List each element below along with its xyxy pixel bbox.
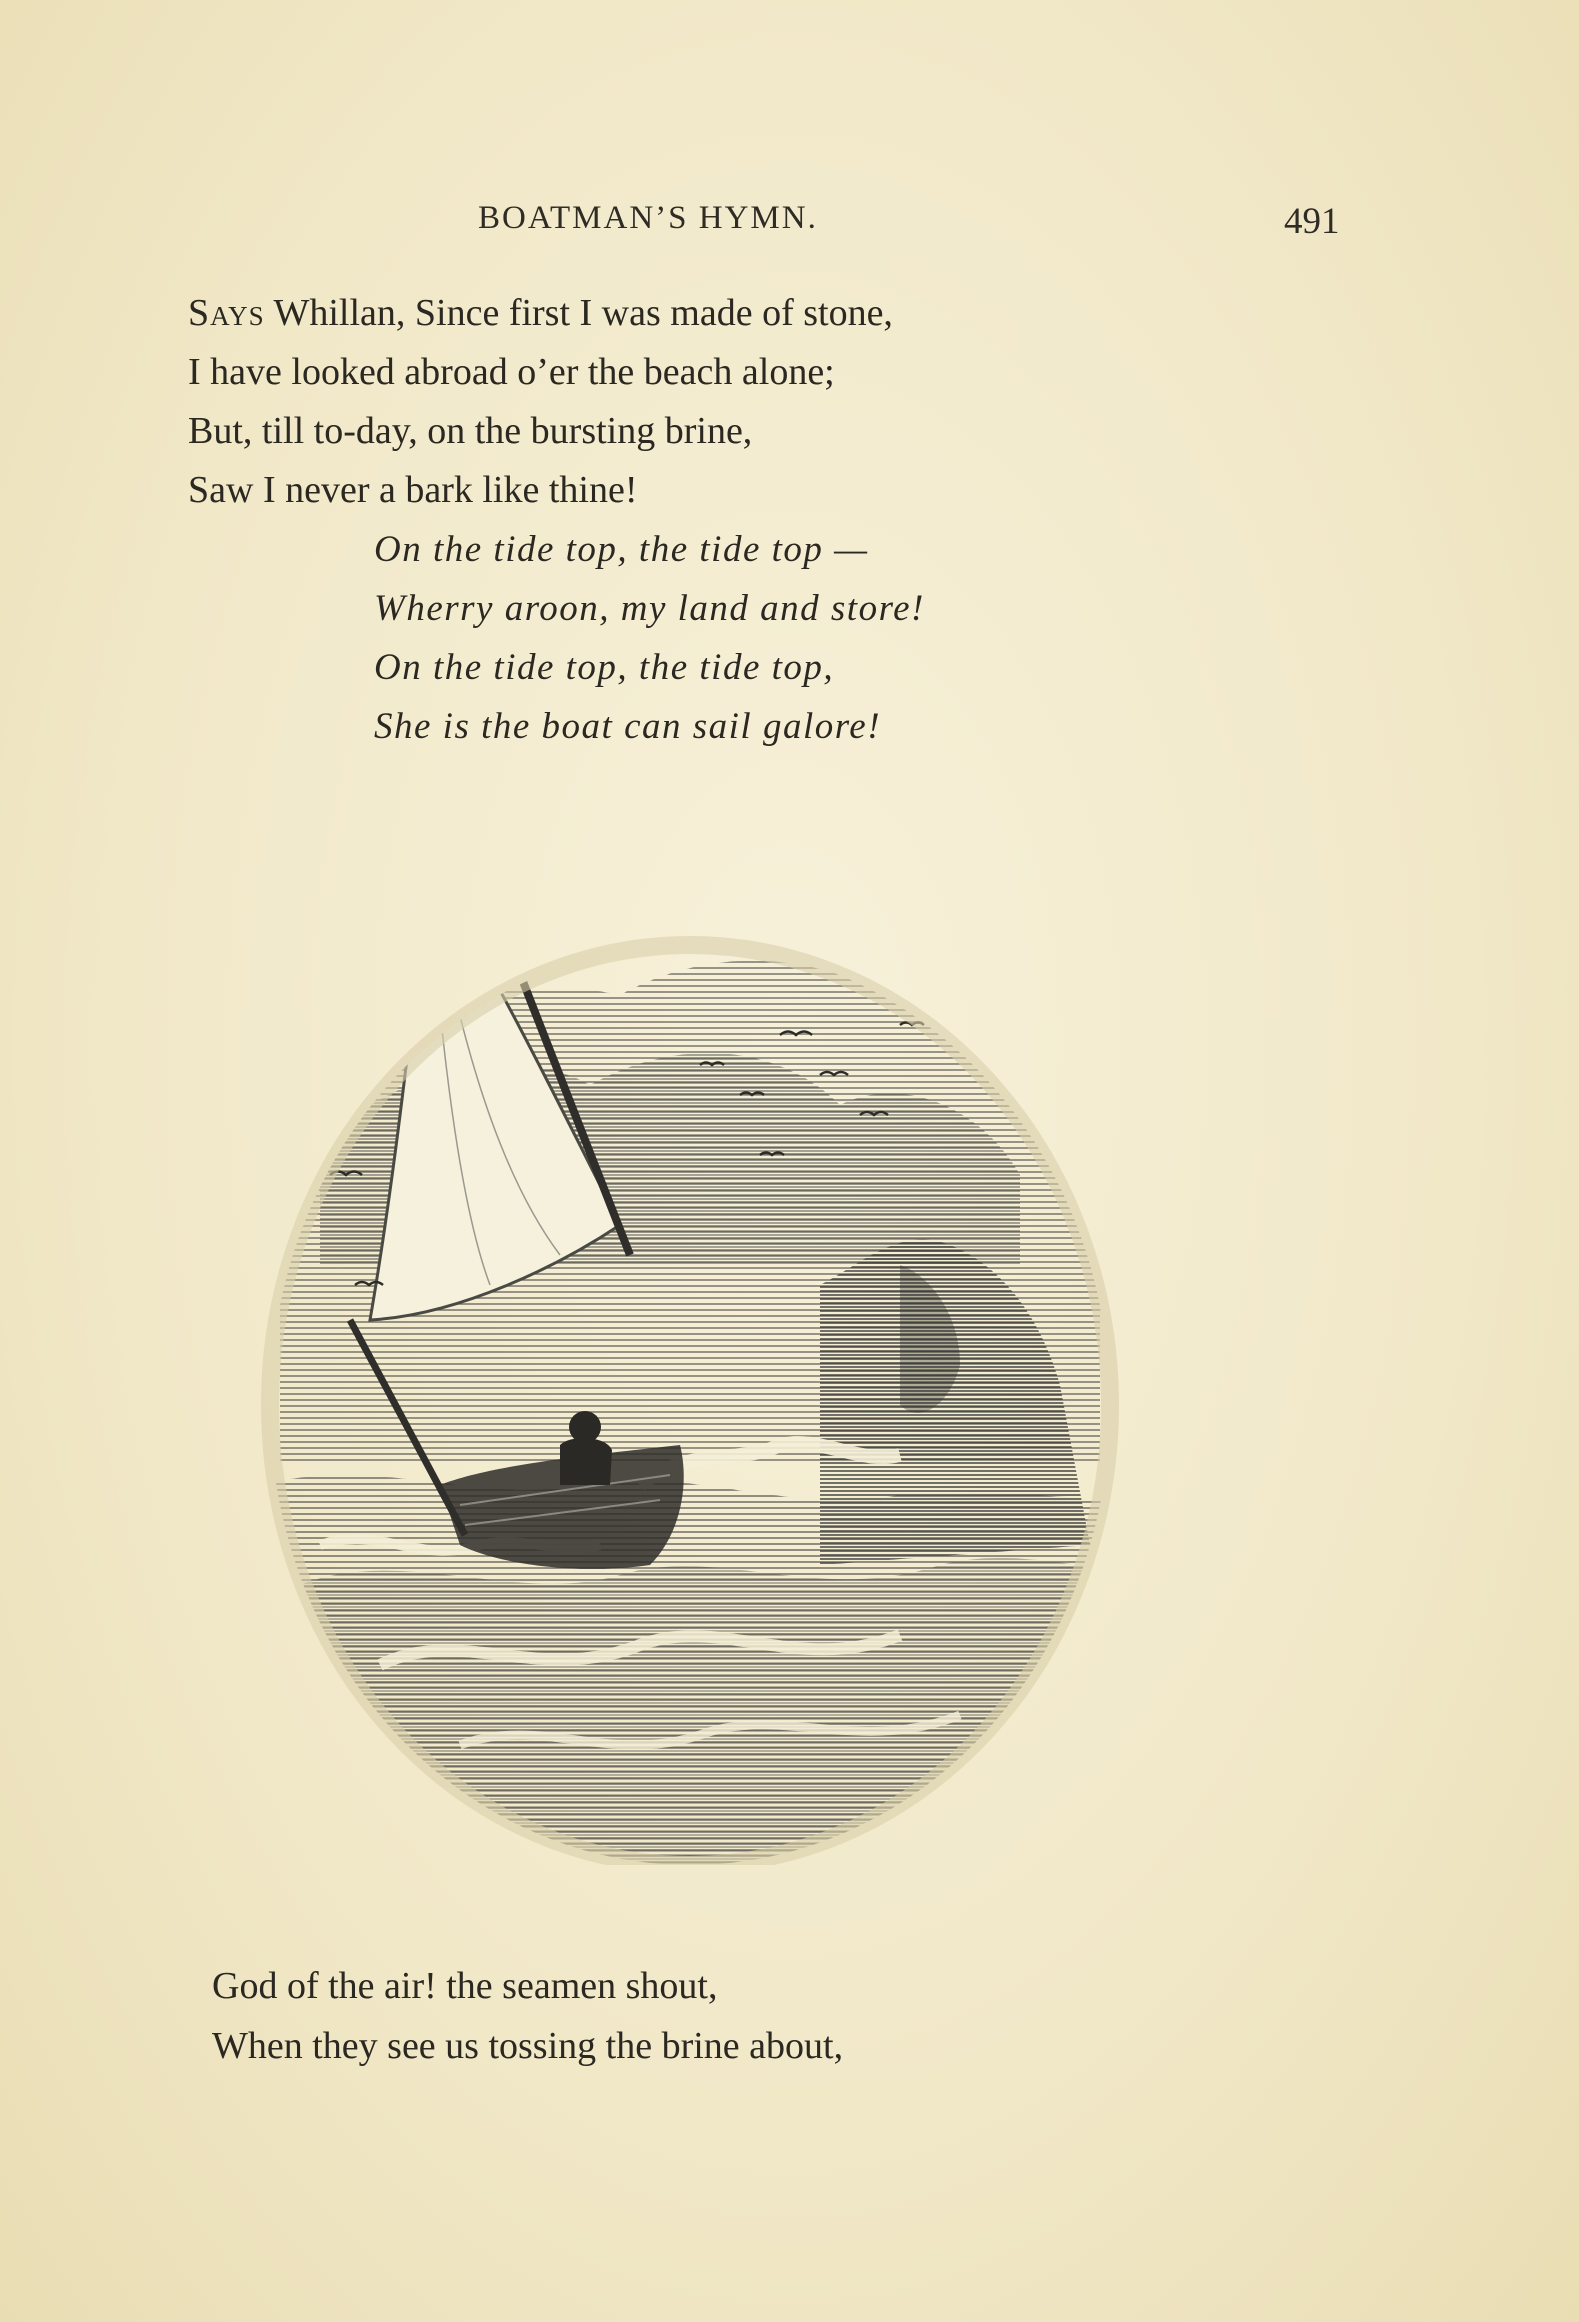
engraving-sailboat-in-storm (260, 845, 1130, 1865)
refrain (374, 520, 925, 756)
small-caps-opening: Says (188, 292, 265, 334)
refrain-line-3: On the tide top, the tide top, (374, 647, 835, 688)
stanza-2-line-1: God of the air! the seamen shout, (212, 1965, 718, 2007)
stanza-1-line-4: Saw I never a bark like thine! (188, 469, 638, 511)
page-number: 491 (1284, 201, 1340, 242)
stanza-1-line-3: But, till to-day, on the bursting brine, (188, 410, 753, 452)
stanza-1-line-2: I have looked abroad o’er the beach alone; (188, 351, 835, 393)
stanza-1 (188, 284, 1188, 520)
refrain-line-4: She is the boat can sail galore! (374, 706, 882, 747)
refrain-line-1: On the tide top, the tide top — (374, 529, 869, 570)
stanza-2 (212, 1956, 1212, 2076)
stanza-2-line-2: When they see us tossing the brine about, (212, 2025, 844, 2067)
engraving-svg (260, 845, 1130, 1865)
refrain-line-2: Wherry aroon, my land and store! (374, 588, 925, 629)
running-head (0, 200, 1579, 250)
stanza-1-line-1 (188, 284, 1188, 343)
stanza-1-line-1-text: Whillan, Since first I was made of stone, (264, 292, 893, 334)
running-title: BOATMAN’S HYMN. (478, 200, 818, 236)
